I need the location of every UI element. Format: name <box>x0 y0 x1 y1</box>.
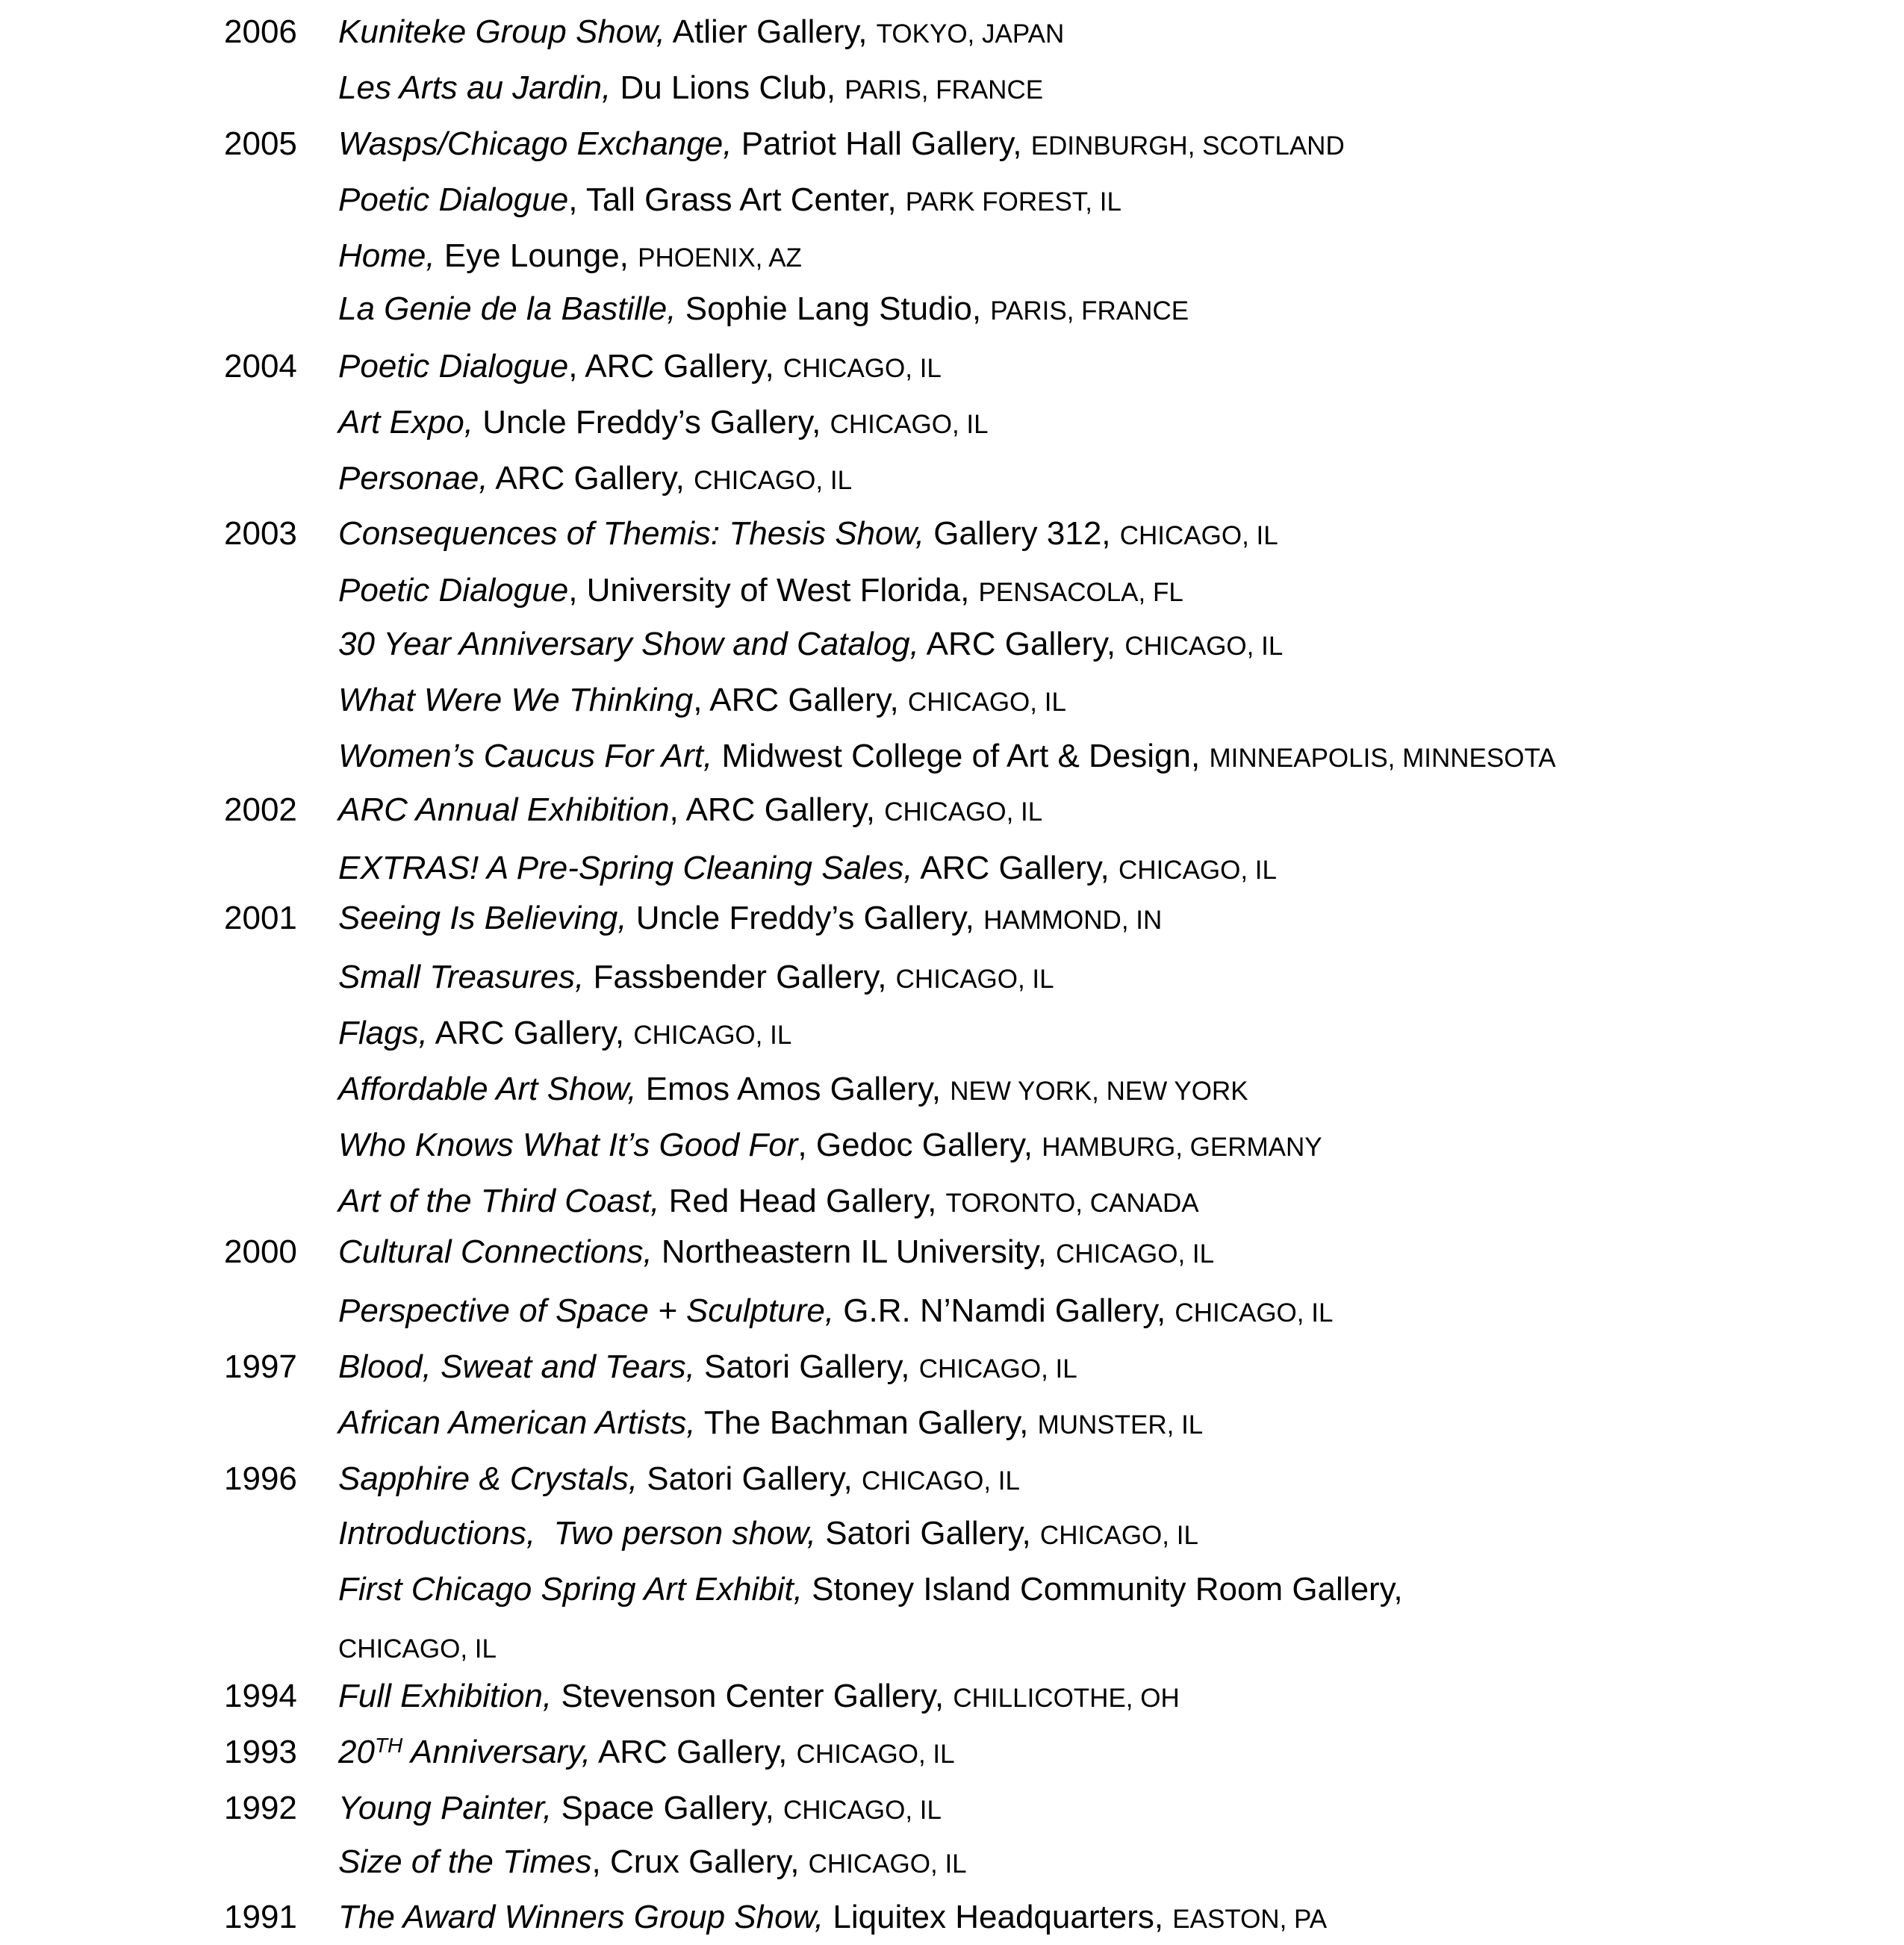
show-title: La Genie de la Bastille, <box>338 290 676 327</box>
entry <box>338 511 1278 558</box>
entry <box>338 1230 1214 1277</box>
location: CHICAGO, IL <box>633 1021 792 1050</box>
show-title: Seeing Is Believing, <box>338 900 627 936</box>
entry <box>338 287 1189 334</box>
year: 2003 <box>224 515 297 552</box>
exhibition-row <box>0 234 1904 278</box>
entry <box>338 1401 1203 1448</box>
entry <box>338 1067 1248 1114</box>
show-title: Kuniteke Group Show, <box>338 13 665 50</box>
venue: Stevenson Center Gallery, <box>552 1678 953 1714</box>
location: CHICAGO, IL <box>1056 1239 1215 1269</box>
show-title: Flags, <box>338 1015 428 1051</box>
show-title: First Chicago Spring Art Exhibit, <box>338 1571 803 1608</box>
location: CHICAGO, IL <box>808 1849 967 1879</box>
location: CHICAGO, IL <box>783 354 942 383</box>
entry <box>338 1179 1199 1226</box>
entry <box>338 1011 791 1058</box>
exhibition-row <box>0 568 1904 613</box>
year: 1994 <box>224 1678 297 1714</box>
location: NEW YORK, NEW YORK <box>950 1077 1248 1106</box>
show-title: Sapphire & Crystals, <box>338 1460 638 1497</box>
exhibition-row <box>0 122 1904 167</box>
show-title: Small Treasures, <box>338 959 585 995</box>
location: PARIS, FRANCE <box>844 75 1044 105</box>
show-title: ARC Annual Exhibition <box>338 791 670 828</box>
exhibition-row <box>0 400 1904 445</box>
venue: Sophie Lang Studio, <box>676 290 991 327</box>
exhibition-row <box>0 1786 1904 1831</box>
location: HAMBURG, GERMANY <box>1042 1133 1322 1162</box>
show-title: Poetic Dialogue <box>338 181 569 218</box>
venue: ARC Gallery, <box>488 460 694 497</box>
show-title: Introductions, Two person show, <box>338 1515 816 1552</box>
entry <box>338 178 1121 225</box>
show-title: Perspective of Space + Sculpture, <box>338 1292 835 1329</box>
location: CHICAGO, IL <box>338 1634 497 1664</box>
entry <box>338 1567 1403 1614</box>
entry <box>338 122 1345 169</box>
exhibition-row <box>0 1511 1904 1556</box>
show-title: Poetic Dialogue <box>338 572 569 609</box>
venue: , ARC Gallery, <box>669 791 885 828</box>
show-title: Poetic Dialogue <box>338 348 569 385</box>
exhibition-row <box>0 1567 1904 1612</box>
location: CHICAGO, IL <box>862 1466 1020 1496</box>
year: 2006 <box>224 13 297 50</box>
entry <box>338 1730 955 1777</box>
exhibition-row <box>0 456 1904 501</box>
entry <box>338 1345 1077 1392</box>
venue: , Crux Gallery, <box>591 1843 809 1880</box>
entry <box>338 1786 942 1833</box>
location: CHICAGO, IL <box>796 1740 955 1769</box>
show-title: Wasps/Chicago Exchange, <box>338 125 732 162</box>
location: CHILLICOTHE, OH <box>953 1684 1180 1713</box>
venue: Satori Gallery, <box>638 1460 862 1497</box>
exhibition-row <box>0 287 1904 332</box>
entry <box>338 1840 967 1887</box>
show-title: African American Artists, <box>338 1404 696 1441</box>
location: TORONTO, CANADA <box>945 1189 1199 1218</box>
year: 2005 <box>224 125 297 162</box>
entry <box>338 1625 497 1672</box>
exhibition-row <box>0 678 1904 723</box>
venue: G.R. N’Namdi Gallery, <box>834 1292 1175 1329</box>
location: PARIS, FRANCE <box>990 296 1189 326</box>
venue: Northeastern IL University, <box>652 1233 1057 1270</box>
show-title: 20 <box>338 1734 375 1770</box>
venue: Fassbender Gallery, <box>584 959 896 995</box>
location: CHICAGO, IL <box>1124 632 1284 661</box>
entry <box>338 1457 1020 1504</box>
entry <box>338 456 852 503</box>
venue: Patriot Hall Gallery, <box>732 125 1031 162</box>
exhibition-row <box>0 622 1904 667</box>
location: CHICAGO, IL <box>907 688 1066 717</box>
location: TOKYO, JAPAN <box>876 19 1065 49</box>
location: CHICAGO, IL <box>918 1354 1077 1384</box>
show-title: Art of the Third Coast, <box>338 1183 660 1219</box>
exhibition-row <box>0 1345 1904 1389</box>
show-title: Women’s Caucus For Art, <box>338 738 713 774</box>
exhibition-row <box>0 10 1904 55</box>
exhibition-row <box>0 1895 1904 1940</box>
entry <box>338 400 989 447</box>
location: CHICAGO, IL <box>1175 1298 1334 1328</box>
exhibition-row <box>0 1123 1904 1168</box>
venue: Eye Lounge, <box>435 237 638 274</box>
exhibition-row <box>0 511 1904 556</box>
exhibition-row <box>0 1179 1904 1224</box>
exhibition-row <box>0 896 1904 941</box>
venue: Satori Gallery, <box>694 1348 919 1385</box>
show-title: Full Exhibition, <box>338 1678 553 1714</box>
exhibition-row <box>0 1067 1904 1112</box>
venue: Emos Amos Gallery, <box>636 1071 951 1107</box>
venue: Stoney Island Community Room Gallery, <box>802 1571 1403 1608</box>
location: CHICAGO, IL <box>1039 1521 1198 1550</box>
exhibition-row <box>0 1289 1904 1334</box>
exhibition-row <box>0 1730 1904 1775</box>
ordinal-superscript: TH <box>374 1734 403 1757</box>
exhibition-row <box>0 178 1904 222</box>
exhibition-row <box>0 846 1904 891</box>
venue: The Bachman Gallery, <box>695 1404 1038 1441</box>
exhibition-row <box>0 1401 1904 1445</box>
location: CHICAGO, IL <box>694 466 853 495</box>
show-title: Blood, Sweat and Tears, <box>338 1348 695 1385</box>
exhibition-row <box>0 788 1904 833</box>
year: 1996 <box>224 1460 297 1497</box>
exhibition-row <box>0 734 1904 779</box>
venue: Satori Gallery, <box>815 1515 1040 1552</box>
location: EASTON, PA <box>1172 1905 1328 1934</box>
venue: , ARC Gallery, <box>568 348 783 385</box>
entry <box>338 568 1183 615</box>
location: CHICAGO, IL <box>1119 521 1278 550</box>
exhibition-row <box>0 1674 1904 1719</box>
venue: ARC Gallery, <box>427 1015 634 1051</box>
show-title: The Award Winners Group Show, <box>338 1899 824 1935</box>
venue: ARC Gallery, <box>918 626 1125 662</box>
venue: Du Lions Club, <box>611 69 845 106</box>
exhibition-row <box>0 1011 1904 1056</box>
show-title: Affordable Art Show, <box>338 1071 637 1107</box>
exhibition-row <box>0 1457 1904 1501</box>
location: CHICAGO, IL <box>783 1796 942 1825</box>
location: PENSACOLA, FL <box>978 578 1183 607</box>
entry <box>338 1895 1327 1942</box>
location: CHICAGO, IL <box>884 797 1043 827</box>
entry <box>338 10 1064 57</box>
year: 1993 <box>224 1734 297 1770</box>
show-title: Consequences of Themis: Thesis Show, <box>338 515 925 552</box>
show-title: Les Arts au Jardin, <box>338 69 612 106</box>
location: CHICAGO, IL <box>1119 856 1277 885</box>
exhibition-row <box>0 66 1904 111</box>
location: HAMMOND, IN <box>983 906 1163 935</box>
entry <box>338 846 1277 893</box>
entry <box>338 344 942 391</box>
venue: Uncle Freddy’s Gallery, <box>473 404 830 441</box>
show-title: Young Painter, <box>338 1790 553 1826</box>
venue: Midwest College of Art & Design, <box>712 738 1210 774</box>
location: PHOENIX, AZ <box>638 243 802 273</box>
venue: Gallery 312, <box>924 515 1120 552</box>
location: PARK FOREST, IL <box>905 187 1121 217</box>
venue: , ARC Gallery, <box>693 682 908 718</box>
location: MINNEAPOLIS, MINNESOTA <box>1209 744 1556 773</box>
venue: ARC Gallery, <box>912 850 1119 886</box>
year: 1997 <box>224 1348 297 1385</box>
venue: Space Gallery, <box>552 1790 784 1826</box>
entry <box>338 678 1066 725</box>
year: 2004 <box>224 348 297 385</box>
show-title: Who Knows What It’s Good For <box>338 1127 798 1163</box>
exhibition-row <box>0 344 1904 389</box>
show-title: Size of the Times <box>338 1843 592 1880</box>
entry <box>338 1123 1322 1170</box>
year: 1991 <box>224 1899 297 1935</box>
exhibition-row <box>0 1230 1904 1275</box>
venue: ARC Gallery, <box>591 1734 797 1770</box>
location: MUNSTER, IL <box>1037 1410 1204 1440</box>
entry <box>338 896 1162 943</box>
venue: Red Head Gallery, <box>659 1183 946 1219</box>
entry <box>338 66 1043 113</box>
venue: , University of West Florida, <box>568 572 979 609</box>
entry <box>338 1511 1198 1558</box>
year: 1992 <box>224 1790 297 1826</box>
entry <box>338 734 1556 781</box>
exhibition-row-continuation <box>0 1625 1904 1669</box>
show-title: What Were We Thinking <box>338 682 694 718</box>
venue: , Tall Grass Art Center, <box>568 181 906 218</box>
year: 2001 <box>224 900 297 936</box>
entry <box>338 234 802 281</box>
show-title: Art Expo, <box>338 404 473 441</box>
show-title: EXTRAS! A Pre-Spring Cleaning Sales, <box>338 850 913 886</box>
entry <box>338 788 1042 835</box>
show-title: 30 Year Anniversary Show and Catalog, <box>338 626 919 662</box>
venue: Uncle Freddy’s Gallery, <box>626 900 984 936</box>
entry <box>338 1289 1333 1336</box>
location: CHICAGO, IL <box>895 965 1054 994</box>
show-title: Personae, <box>338 460 488 497</box>
venue: Liquitex Headquarters, <box>824 1899 1173 1935</box>
venue: , Gedoc Gallery, <box>797 1127 1042 1163</box>
year: 2000 <box>224 1233 297 1270</box>
exhibition-row <box>0 955 1904 1000</box>
entry <box>338 1674 1180 1721</box>
exhibition-row <box>0 1840 1904 1885</box>
venue: Atlier Gallery, <box>665 13 877 50</box>
show-title-rest: Anniversary, <box>402 1734 591 1770</box>
year: 2002 <box>224 791 297 828</box>
show-title: Home, <box>338 237 435 274</box>
location: CHICAGO, IL <box>830 410 989 439</box>
location: EDINBURGH, SCOTLAND <box>1030 131 1345 161</box>
show-title: Cultural Connections, <box>338 1233 653 1270</box>
entry <box>338 622 1283 669</box>
entry <box>338 955 1054 1002</box>
